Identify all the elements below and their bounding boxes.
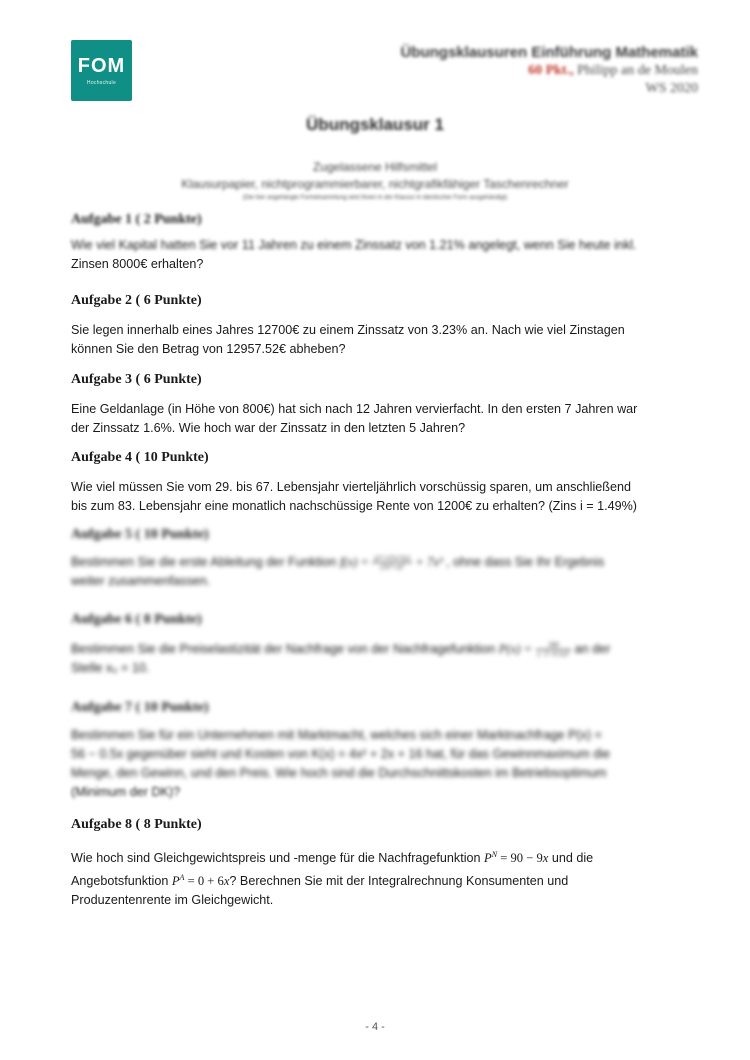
fraction-denominator: (3x²+x)²	[380, 563, 404, 572]
aids-title: Zugelassene Hilfsmittel	[312, 160, 438, 174]
header-points: 60 Pkt.,	[528, 63, 574, 78]
task-heading: Aufgabe 3 ( 6 Punkte)	[71, 372, 202, 387]
task-text	[71, 478, 691, 516]
header-semester: WS 2020	[645, 81, 698, 96]
task-text-part: Bestimmen Sie die erste Ableitung der Funktion	[71, 555, 340, 569]
task-8	[71, 817, 691, 910]
task-line: Wie viel müssen Sie vom 29. bis 67. Lebensjahr vierteljährlich vorschüssig sparen, um anschließend	[71, 480, 631, 494]
task-heading: Aufgabe 4 ( 10 Punkte)	[71, 450, 209, 465]
task-text-part: Bestimmen Sie die Preiselastizität der Nachfrage von der Nachfragefunktion	[71, 642, 499, 656]
page-number: - 4 -	[365, 1021, 385, 1033]
task-line	[71, 845, 691, 868]
task-line: Zinsen 8000€ erhalten?	[71, 257, 204, 271]
task-line: Menge, den Gewinn, und den Preis. Wie hoch sind die Durchschnittskosten im Betriebsoptimum	[71, 766, 607, 780]
task-text-part: an der	[574, 642, 611, 656]
task-text-part: Angebotsfunktion	[71, 874, 172, 889]
task-line: Stelle x₀ = 10.	[71, 661, 150, 675]
task-line: weiter zusammenfassen.	[71, 574, 211, 588]
aids-list: Klausurpapier, nichtprogrammierbarer, nichtgrafikfähiger Taschenrechner	[181, 177, 569, 191]
task-line: bis zum 83. Lebensjahr eine monatlich nachschüssige Rente von 1200€ zu erhalten? (Zins i = 1.49%)	[71, 499, 638, 513]
task-heading: Aufgabe 5 ( 10 Punkte)	[71, 527, 209, 542]
fom-logo	[71, 40, 132, 101]
header-author: Philipp an de Moulen	[577, 63, 698, 78]
function-label: P(x) =	[498, 642, 533, 656]
task-6	[71, 612, 691, 678]
task-2	[71, 293, 691, 359]
task-line: Bestimmen Sie für ein Unternehmen mit Marktmacht, welches sich einer Marktnachfrage P(x) =	[71, 728, 602, 742]
task-line: können Sie den Betrag von 12957.52€ abheben?	[71, 342, 346, 356]
aids-note: (Die hier angehängte Formelsammlung wird Ihnen in der Klausur in identischer Form ausgehändigt)	[242, 195, 508, 201]
fraction-denominator: (−3−0.1x)²	[537, 650, 570, 659]
task-3	[71, 372, 691, 438]
task-line	[71, 868, 691, 891]
task-heading: Aufgabe 8 ( 8 Punkte)	[71, 817, 202, 832]
task-heading: Aufgabe 7 ( 10 Punkte)	[71, 700, 209, 715]
task-5	[71, 527, 691, 591]
task-line: der Zinssatz 1.6%. Wie hoch war der Zinssatz in den letzten 5 Jahren?	[71, 421, 466, 435]
function-term: + 7x³	[415, 555, 443, 569]
function-label: f(x) =	[339, 555, 369, 569]
task-line: Sie legen innerhalb eines Jahres 12700€ zu einem Zinssatz von 3.23% an. Nach wie viel Zinstagen	[71, 323, 625, 337]
header-title: Übungsklausuren Einführung Mathematik	[400, 44, 698, 61]
fraction	[536, 641, 572, 658]
header-author-line	[400, 63, 698, 79]
task-heading: Aufgabe 6 ( 8 Punkte)	[71, 612, 202, 627]
logo-subtext: Hochschule	[86, 79, 117, 86]
task-line	[71, 640, 691, 659]
task-text-part: , ohne dass Sie Ihr Ergebnis	[446, 555, 605, 569]
task-text	[71, 400, 691, 438]
task-text	[71, 236, 691, 274]
task-line	[71, 553, 691, 572]
task-text-part: ? Berechnen Sie mit der Integralrechnung Konsumenten und	[229, 874, 569, 889]
allowed-aids	[0, 160, 750, 201]
exam-title: Übungsklausur 1	[306, 115, 444, 134]
supply-function: $P^A = 0 + 6x$	[171, 873, 230, 889]
task-heading: Aufgabe 2 ( 6 Punkte)	[71, 293, 202, 308]
task-text	[71, 845, 691, 910]
task-1	[71, 212, 691, 274]
task-line: (Minimum der DK)?	[71, 785, 181, 799]
fraction	[372, 554, 411, 571]
task-text	[71, 321, 691, 359]
task-line: 56 − 0.5x gegenüber sieht und Kosten von K(x) = 4x² + 2x + 16 hat, für das Gewinnmaximum die	[71, 747, 611, 761]
task-text-part: Wie hoch sind Gleichgewichtspreis und -menge für die Nachfragefunktion	[71, 851, 485, 866]
task-line: Wie viel Kapital hatten Sie vor 11 Jahren zu einem Zinssatz von 1.21% angelegt, wenn Sie heute inkl.	[71, 238, 637, 252]
task-text	[71, 553, 691, 591]
demand-function: $P^N = 90 - 9x$	[484, 850, 549, 866]
fraction-numerator: (x²+x²)·e^(x)	[374, 554, 410, 563]
fraction-numerator: 300	[536, 641, 572, 650]
task-7	[71, 700, 691, 802]
document-header	[400, 44, 698, 97]
task-text	[71, 726, 691, 802]
task-text	[71, 640, 691, 678]
task-heading: Aufgabe 1 ( 2 Punkte)	[71, 212, 202, 227]
logo-text: FOM	[77, 54, 126, 77]
task-4	[71, 450, 691, 516]
task-text-part: und die	[548, 851, 594, 866]
task-line: Produzentenrente im Gleichgewicht.	[71, 893, 274, 908]
task-line: Eine Geldanlage (in Höhe von 800€) hat sich nach 12 Jahren vervierfacht. In den ersten 7 Jahren war	[71, 402, 638, 416]
